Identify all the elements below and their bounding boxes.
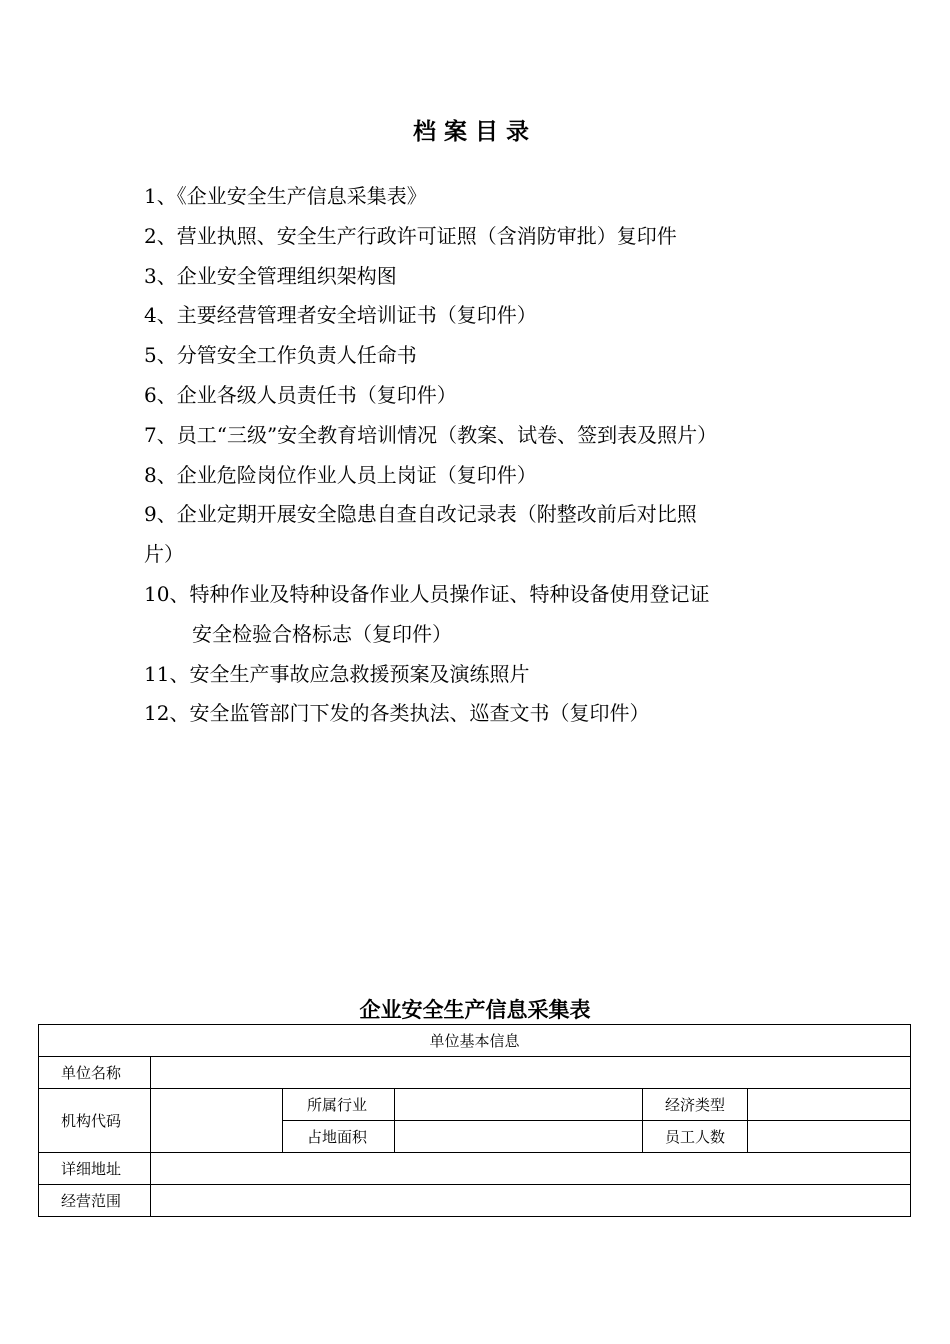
catalog-item-text: 6、企业各级人员责任书（复印件） — [144, 382, 457, 407]
catalog-item — [144, 217, 814, 257]
economic-type-label: 经济类型 — [643, 1089, 748, 1121]
business-scope-field[interactable] — [151, 1185, 911, 1217]
catalog-item-text: 5、分管安全工作负责人任命书 — [144, 343, 417, 368]
catalog-item — [144, 495, 814, 575]
catalog-item-text: 3、企业安全管理组织架构图 — [144, 263, 397, 288]
org-code-label: 机构代码 — [39, 1089, 151, 1153]
catalog-item-text: 11、安全生产事故应急救援预案及演练照片 — [144, 661, 530, 686]
catalog-item-text: 10、特种作业及特种设备作业人员操作证、特种设备使用登记证 — [144, 581, 710, 606]
catalog-item-text: 7、员工“三级”安全教育培训情况（教案、试卷、签到表及照片） — [144, 422, 718, 447]
catalog-item-text: 2、营业执照、安全生产行政许可证照（含消防审批）复印件 — [144, 223, 677, 248]
catalog-item-continuation: 片） — [144, 542, 184, 567]
catalog-title: 档案目录 — [413, 119, 537, 145]
land-area-field[interactable] — [395, 1121, 643, 1153]
table-row — [39, 1185, 911, 1217]
industry-field[interactable] — [395, 1089, 643, 1121]
catalog-item — [144, 694, 814, 734]
org-code-field[interactable] — [151, 1089, 283, 1153]
business-scope-label: 经营范围 — [39, 1185, 151, 1217]
table-row — [39, 1153, 911, 1185]
catalog-item-continuation: 安全检验合格标志（复印件） — [192, 621, 452, 646]
industry-label: 所属行业 — [283, 1089, 395, 1121]
section-header: 单位基本信息 — [39, 1025, 911, 1057]
catalog-item — [144, 416, 814, 456]
catalog-item — [144, 456, 814, 496]
economic-type-field[interactable] — [748, 1089, 911, 1121]
catalog-item — [144, 376, 814, 416]
table-row — [39, 1089, 911, 1121]
catalog-item — [144, 177, 814, 217]
catalog-list — [144, 177, 814, 734]
catalog-item — [144, 336, 814, 376]
unit-name-label: 单位名称 — [39, 1057, 151, 1089]
info-table — [38, 1024, 911, 1217]
catalog-item — [144, 575, 814, 655]
table-row — [39, 1025, 911, 1057]
unit-name-field[interactable] — [151, 1057, 911, 1089]
catalog-item — [144, 257, 814, 297]
employee-count-field[interactable] — [748, 1121, 911, 1153]
address-label: 详细地址 — [39, 1153, 151, 1185]
table-row — [39, 1057, 911, 1089]
catalog-item-text: 1、《企业安全生产信息采集表》 — [144, 184, 427, 208]
catalog-item-text: 9、企业定期开展安全隐患自查自改记录表（附整改前后对比照 — [144, 502, 697, 527]
catalog-item-text: 12、安全监管部门下发的各类执法、巡查文书（复印件） — [144, 701, 650, 726]
catalog-item-text: 8、企业危险岗位作业人员上岗证（复印件） — [144, 462, 537, 487]
catalog-item — [144, 655, 814, 695]
form-title: 企业安全生产信息采集表 — [359, 998, 591, 1022]
address-field[interactable] — [151, 1153, 911, 1185]
land-area-label: 占地面积 — [283, 1121, 395, 1153]
catalog-item-text: 4、主要经营管理者安全培训证书（复印件） — [144, 303, 537, 328]
catalog-item — [144, 296, 814, 336]
employee-count-label: 员工人数 — [643, 1121, 748, 1153]
